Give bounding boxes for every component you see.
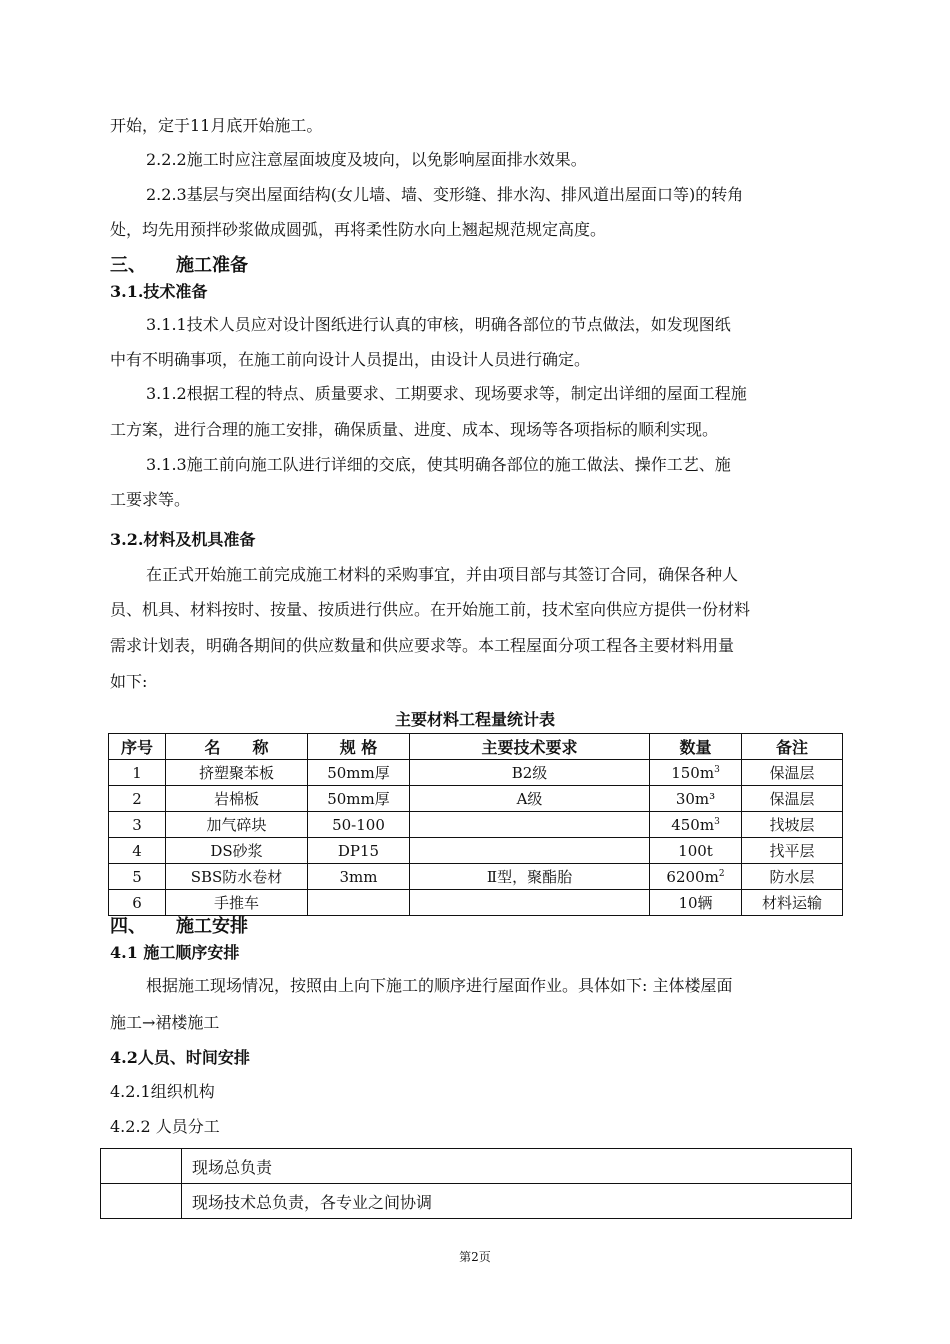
cell-quantity	[650, 890, 742, 916]
cell-spec	[308, 760, 410, 786]
cell-note	[742, 838, 843, 864]
page-number: 第2页	[459, 1250, 491, 1264]
cell-name-text: SBS防水卷材	[190, 868, 283, 886]
staff-row	[101, 1184, 852, 1219]
cell-no	[109, 786, 166, 812]
cell-spec	[308, 786, 410, 812]
cell-spec	[308, 812, 410, 838]
cell-quantity	[650, 864, 742, 890]
cell-note-text: 找平层	[769, 842, 815, 860]
cell-requirement	[410, 838, 650, 864]
paragraph-3-1-1-line2: 中有不明确事项，在施工前向设计人员提出，由设计人员进行确定。	[110, 350, 591, 369]
cell-quantity	[650, 838, 742, 864]
cell-note	[742, 864, 843, 890]
cell-requirement-text: Ⅱ型，聚酯胎	[486, 868, 573, 886]
paragraph-3-2-line4: 如下:	[110, 672, 148, 691]
section-4-heading	[110, 917, 842, 937]
paragraph-3-1-3-line2: 工要求等。	[110, 490, 191, 509]
section-3-number: 三、	[110, 255, 146, 276]
cell-name-text: DS砂浆	[210, 842, 263, 860]
cell-spec	[308, 838, 410, 864]
header-note: 备注	[742, 734, 843, 760]
subsection-3-2-heading: 3.2.材料及机具准备	[110, 530, 256, 549]
paragraph-3-1-1-line1: 3.1.1技术人员应对设计图纸进行认真的审核，明确各部位的节点做法，如发现图纸	[146, 315, 731, 334]
cell-spec	[308, 890, 410, 916]
table-row	[109, 864, 843, 890]
cell-quantity	[650, 786, 742, 812]
paragraph-text: 开始，定于11月底开始施工。	[110, 116, 323, 135]
cell-note-text: 保温层	[769, 764, 815, 782]
paragraph-4-2-2: 4.2.2 人员分工	[110, 1117, 220, 1136]
unit-superscript: 3	[714, 816, 720, 827]
cell-no	[109, 864, 166, 890]
paragraph-3-2-line3: 需求计划表，明确各期间的供应数量和供应要求等。本工程屋面分项工程各主要材料用量	[110, 636, 735, 655]
cell-spec-text: 50-100	[332, 815, 385, 834]
subsection-4-2-heading: 4.2人员、时间安排	[110, 1048, 250, 1067]
cell-requirement	[410, 812, 650, 838]
cell-quantity-text: 150m	[671, 763, 715, 782]
cell-no-text: 2	[132, 789, 142, 808]
header-requirement: 主要技术要求	[410, 734, 650, 760]
cell-note-text: 找坡层	[769, 816, 815, 834]
cell-note	[742, 786, 843, 812]
cell-spec-text: 3mm	[339, 867, 378, 886]
header-name: 名 称	[166, 734, 308, 760]
cell-note	[742, 812, 843, 838]
material-table	[108, 733, 843, 916]
paragraph-4-2-1: 4.2.1组织机构	[110, 1082, 215, 1101]
material-table-title: 主要材料工程量统计表	[394, 710, 555, 729]
cell-note	[742, 890, 843, 916]
cell-requirement	[410, 760, 650, 786]
staff-duty-cell: 现场技术总负责，各专业之间协调	[182, 1184, 852, 1219]
cell-name	[166, 760, 308, 786]
paragraph-4-1-line2: 施工→裙楼施工	[110, 1013, 220, 1032]
cell-quantity	[650, 812, 742, 838]
table-row	[109, 760, 843, 786]
subsection-3-1-heading: 3.1.技术准备	[110, 282, 208, 301]
cell-no	[109, 760, 166, 786]
cell-no	[109, 838, 166, 864]
cell-spec-text: 50mm厚	[327, 764, 390, 782]
paragraph-2-2-2: 2.2.2施工时应注意屋面坡度及坡向，以免影响屋面排水效果。	[146, 150, 587, 169]
paragraph-3-2-line2: 员、机具、材料按时、按量、按质进行供应。在开始施工前，技术室向供应方提供一份材料	[110, 600, 751, 619]
paragraph-2-2-3-line2: 处，均先用预拌砂浆做成圆弧，再将柔性防水向上翘起规范规定高度。	[110, 220, 607, 239]
section-3-heading	[110, 256, 842, 276]
section-3-title: 施工准备	[176, 255, 248, 276]
cell-name	[166, 838, 308, 864]
section-4-title: 施工安排	[176, 916, 248, 937]
table-row	[109, 812, 843, 838]
cell-name-text: 手推车	[213, 894, 259, 912]
staff-role-cell	[101, 1149, 182, 1184]
staff-row	[101, 1149, 852, 1184]
cell-quantity-text: 30m³	[675, 789, 716, 808]
table-row	[109, 838, 843, 864]
table-row	[109, 890, 843, 916]
cell-requirement-text: B2级	[511, 764, 548, 782]
paragraph-3-1-2-line2: 工方案，进行合理的施工安排，确保质量、进度、成本、现场等各项指标的顺利实现。	[110, 420, 719, 439]
cell-note	[742, 760, 843, 786]
cell-spec	[308, 864, 410, 890]
cell-no-text: 5	[132, 867, 142, 886]
table-row	[109, 786, 843, 812]
cell-name-text: 挤塑聚苯板	[198, 764, 274, 782]
cell-name	[166, 812, 308, 838]
cell-name	[166, 890, 308, 916]
cell-requirement	[410, 890, 650, 916]
cell-no-text: 1	[132, 763, 142, 782]
cell-note-text: 材料运输	[761, 894, 822, 912]
cell-no	[109, 812, 166, 838]
staff-table	[100, 1148, 852, 1219]
paragraph-3-1-2-line1: 3.1.2根据工程的特点、质量要求、工期要求、现场要求等，制定出详细的屋面工程施	[146, 384, 747, 403]
cell-name	[166, 864, 308, 890]
header-spec: 规 格	[308, 734, 410, 760]
paragraph-3-1-3-line1: 3.1.3施工前向施工队进行详细的交底，使其明确各部位的施工做法、操作工艺、施	[146, 455, 731, 474]
cell-no	[109, 890, 166, 916]
paragraph-2-2-3-line1: 2.2.3基层与突出屋面结构(女儿墙、墙、变形缝、排水沟、排风道出屋面口等)的转角	[146, 185, 744, 204]
staff-role-cell	[101, 1184, 182, 1219]
cell-spec-text: DP15	[337, 841, 380, 860]
paragraph-4-1-line1: 根据施工现场情况，按照由上向下施工的顺序进行屋面作业。具体如下: 主体楼屋面	[146, 976, 733, 995]
cell-quantity-text: 100t	[678, 841, 713, 860]
cell-name-text: 加气碎块	[206, 816, 267, 834]
cell-note-text: 防水层	[769, 868, 815, 886]
header-no: 序号	[109, 734, 166, 760]
material-table-header-row	[109, 734, 843, 760]
cell-quantity-text: 6200m	[666, 867, 719, 886]
header-quantity: 数量	[650, 734, 742, 760]
paragraph-3-2-line1: 在正式开始施工前完成施工材料的采购事宜，并由项目部与其签订合同，确保各种人	[146, 565, 739, 584]
cell-requirement-text: A级	[516, 790, 543, 808]
cell-requirement	[410, 786, 650, 812]
unit-superscript: 2	[718, 868, 725, 879]
cell-requirement	[410, 864, 650, 890]
unit-superscript: 3	[714, 764, 720, 775]
cell-spec-text: 50mm厚	[327, 790, 390, 808]
cell-name	[166, 786, 308, 812]
staff-duty-cell: 现场总负责	[182, 1149, 852, 1184]
subsection-4-1-heading: 4.1 施工顺序安排	[110, 943, 240, 962]
cell-no-text: 6	[132, 893, 142, 912]
section-4-number: 四、	[110, 916, 146, 937]
cell-no-text: 3	[132, 815, 142, 834]
cell-quantity-text: 10辆	[678, 894, 713, 912]
cell-name-text: 岩棉板	[213, 790, 259, 808]
cell-quantity	[650, 760, 742, 786]
cell-note-text: 保温层	[769, 790, 815, 808]
cell-quantity-text: 450m	[671, 815, 715, 834]
cell-no-text: 4	[132, 841, 142, 860]
